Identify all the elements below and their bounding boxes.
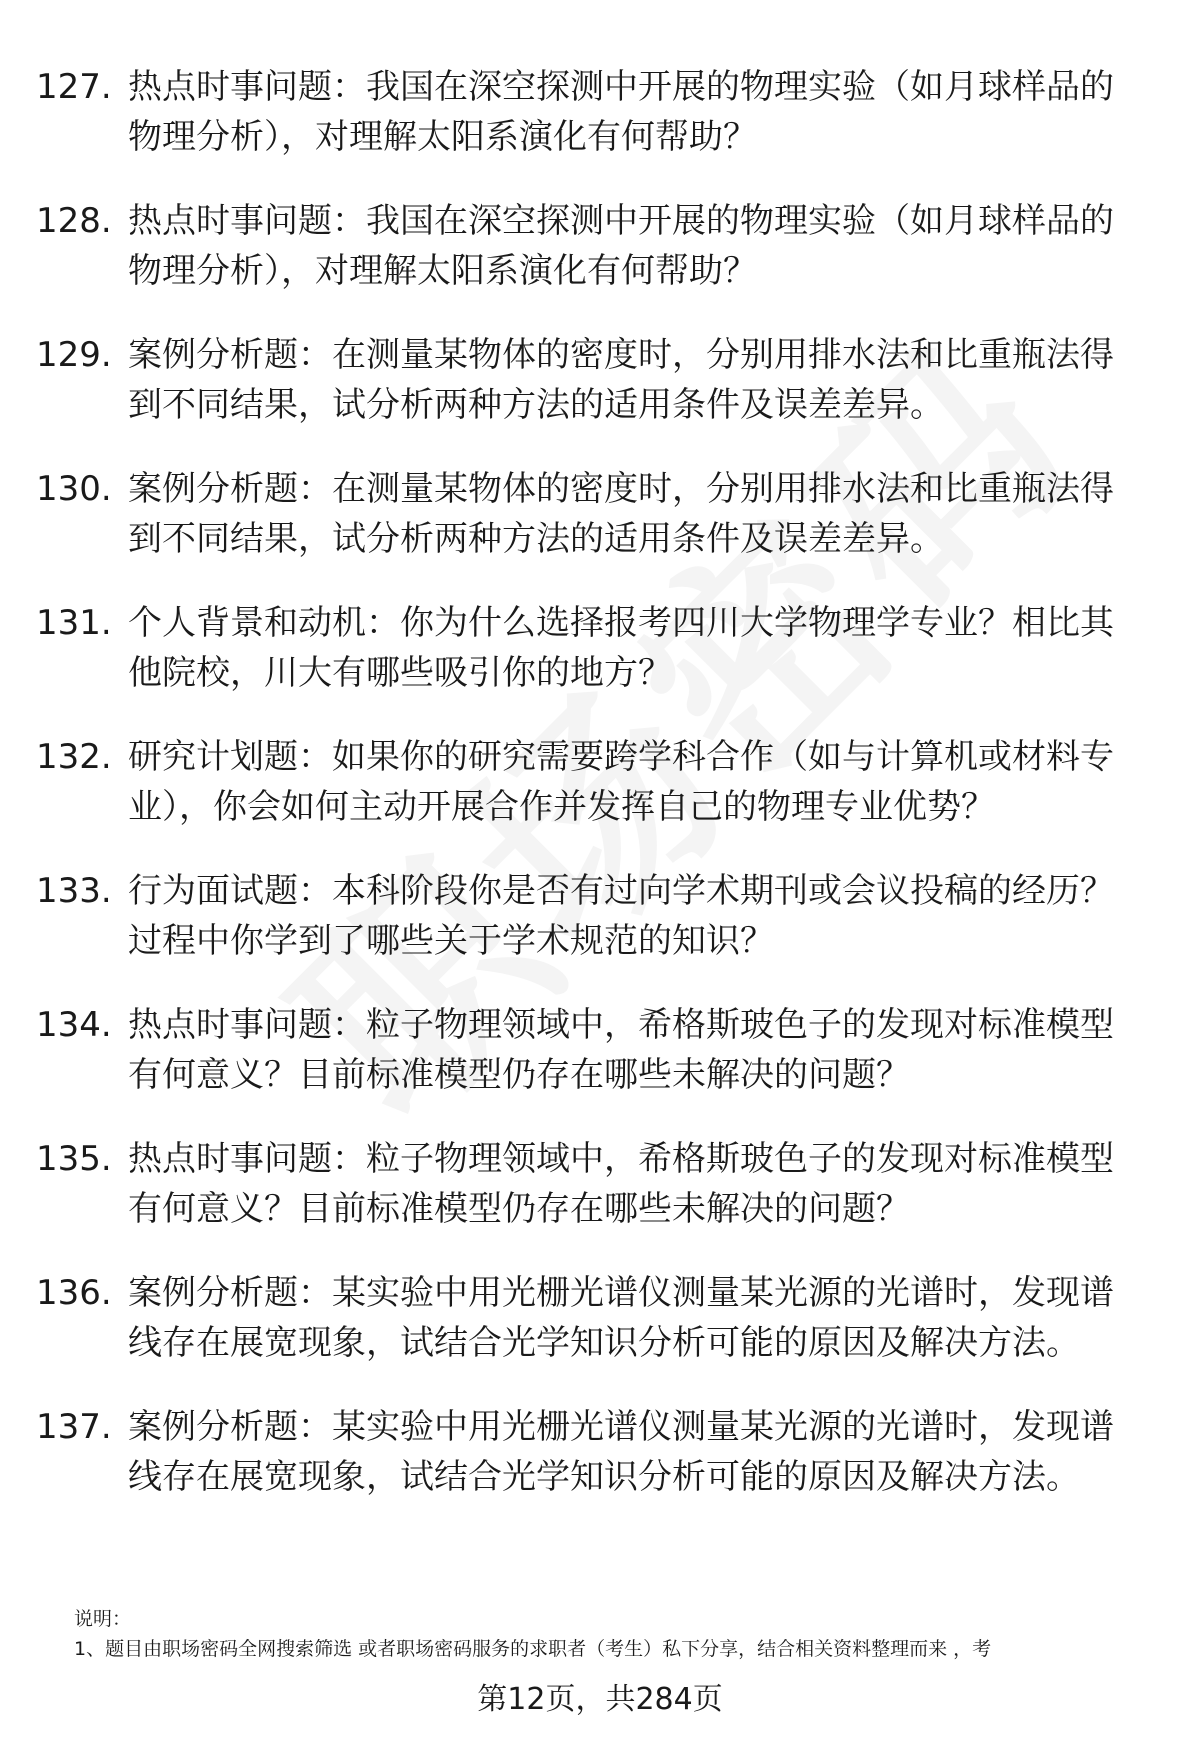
question-item — [36, 464, 1146, 564]
notes-label: 说明： — [74, 1608, 132, 1630]
question-text: 行为面试题：本科阶段你是否有过向学术期刊或会议投稿的经历？过程中你学到了哪些关于学术规范的知识？ — [128, 871, 1114, 961]
question-number: 133. — [36, 871, 112, 911]
question-item — [36, 1402, 1146, 1502]
question-item — [36, 598, 1146, 698]
question-number: 136. — [36, 1273, 112, 1313]
question-item — [36, 1134, 1146, 1234]
question-item — [36, 330, 1146, 430]
question-item — [36, 1268, 1146, 1368]
question-item — [36, 1000, 1146, 1100]
question-number: 135. — [36, 1139, 112, 1179]
question-text: 热点时事问题：粒子物理领域中，希格斯玻色子的发现对标准模型有何意义？目前标准模型仍存在哪些未解决的问题？ — [128, 1139, 1114, 1229]
question-text: 案例分析题：在测量某物体的密度时，分别用排水法和比重瓶法得到不同结果，试分析两种方法的适用条件及误差差异。 — [128, 335, 1114, 425]
page-footer: 第12页，共284页 — [477, 1682, 723, 1717]
question-text: 热点时事问题：我国在深空探测中开展的物理实验（如月球样品的物理分析），对理解太阳系演化有何帮助？ — [128, 67, 1114, 157]
question-text: 案例分析题：在测量某物体的密度时，分别用排水法和比重瓶法得到不同结果，试分析两种方法的适用条件及误差差异。 — [128, 469, 1114, 559]
question-text: 研究计划题：如果你的研究需要跨学科合作（如与计算机或材料专业），你会如何主动开展合作并发挥自己的物理专业优势？ — [128, 737, 1114, 827]
notes-line-1: 1、题目由职场密码全网搜索筛选 或者职场密码服务的求职者（考生）私下分享，结合相关资料整理而来 ，考 — [74, 1638, 992, 1660]
question-number: 128. — [36, 201, 112, 241]
question-number: 131. — [36, 603, 112, 643]
question-text: 案例分析题：某实验中用光栅光谱仪测量某光源的光谱时，发现谱线存在展宽现象，试结合光学知识分析可能的原因及解决方法。 — [128, 1273, 1114, 1363]
question-text: 热点时事问题：粒子物理领域中，希格斯玻色子的发现对标准模型有何意义？目前标准模型仍存在哪些未解决的问题？ — [128, 1005, 1114, 1095]
question-text: 热点时事问题：我国在深空探测中开展的物理实验（如月球样品的物理分析），对理解太阳系演化有何帮助？ — [128, 201, 1114, 291]
question-item — [36, 866, 1146, 966]
question-item — [36, 62, 1146, 162]
question-number: 137. — [36, 1407, 112, 1447]
question-item — [36, 732, 1146, 832]
question-item — [36, 196, 1146, 296]
question-text: 案例分析题：某实验中用光栅光谱仪测量某光源的光谱时，发现谱线存在展宽现象，试结合光学知识分析可能的原因及解决方法。 — [128, 1407, 1114, 1497]
question-number: 127. — [36, 67, 112, 107]
question-number: 129. — [36, 335, 112, 375]
question-text: 个人背景和动机：你为什么选择报考四川大学物理学专业？相比其他院校，川大有哪些吸引你的地方？ — [128, 603, 1114, 693]
question-number: 132. — [36, 737, 112, 777]
question-list — [36, 62, 1146, 1536]
question-number: 134. — [36, 1005, 112, 1045]
notes-section — [74, 1604, 1164, 1664]
question-number: 130. — [36, 469, 112, 509]
